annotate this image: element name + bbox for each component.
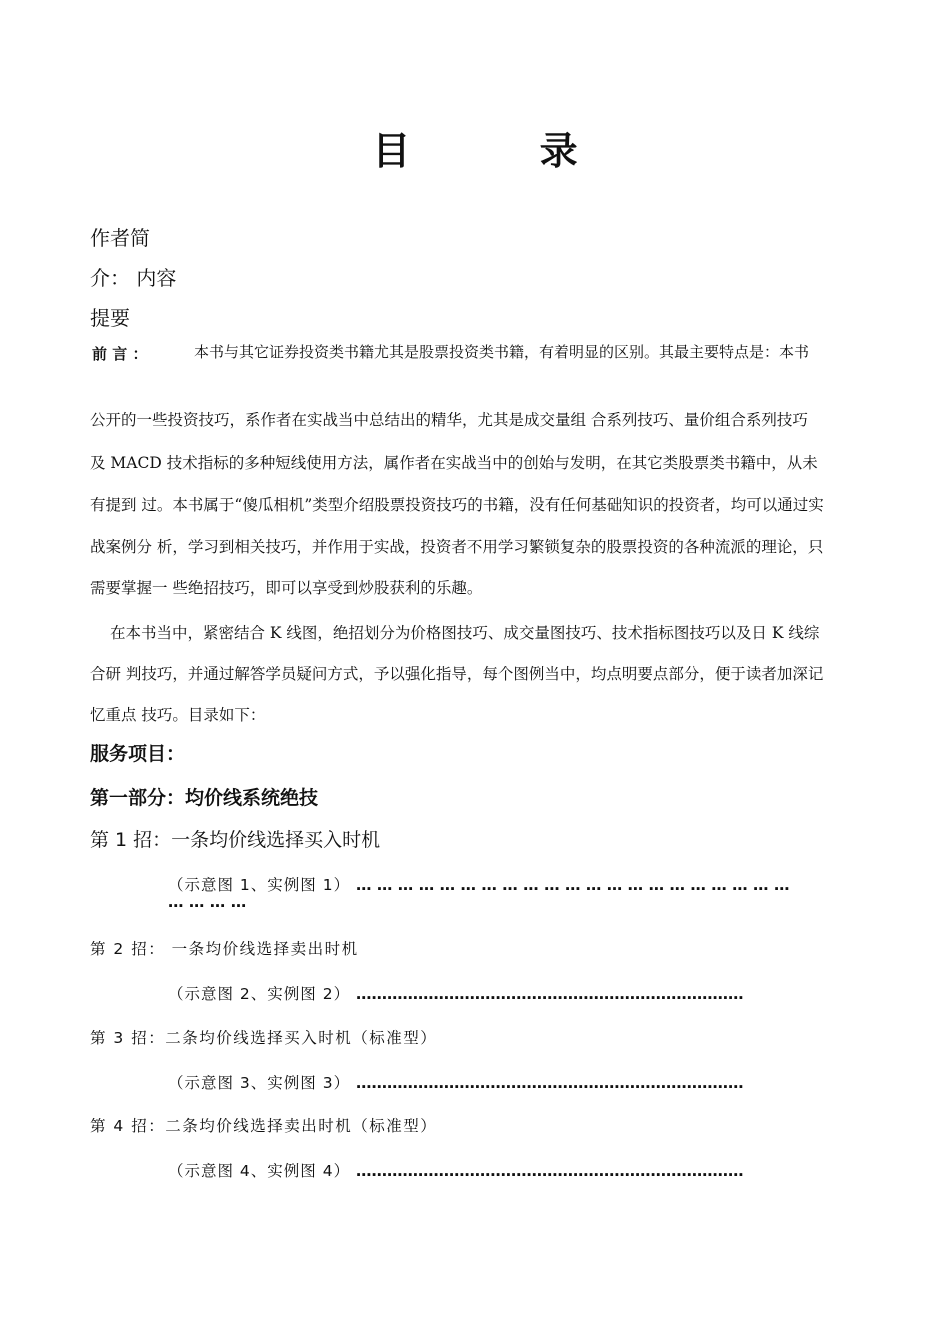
figure-ref-1 [168, 873, 789, 895]
figure-ref-2-leader: ………………………………………………………………… [356, 985, 744, 1003]
figure-ref-3 [168, 1071, 744, 1093]
figure-ref-3-label: （示意图 3、实例图 3） [168, 1074, 351, 1092]
figure-ref-2-label: （示意图 2、实例图 2） [168, 985, 351, 1003]
author-intro-heading-1: 作者简 [90, 226, 150, 250]
figure-ref-4 [168, 1159, 744, 1181]
figure-ref-4-label: （示意图 4、实例图 4） [168, 1162, 351, 1180]
page-title: 目 录 [372, 129, 636, 173]
figure-ref-1-leader-cont: … … … … [168, 893, 247, 911]
paragraph-1-line-1: 公开的一些投资技巧，系作者在实战当中总结出的精华，尤其是成交量组 合系列技巧、量价组合系列技巧 [90, 411, 808, 429]
paragraph-1-line-4: 战案例分 析，学习到相关技巧，并作用于实战，投资者不用学习繁锁复杂的股票投资的各种流派的理论，只 [90, 538, 824, 556]
figure-ref-3-leader: ………………………………………………………………… [356, 1074, 744, 1092]
paragraph-1-line-5: 需要掌握一 些绝招技巧，即可以享受到炒股获利的乐趣。 [90, 579, 483, 597]
move-1-title: 第 1 招：一条均价线选择买入时机 [90, 829, 381, 851]
figure-ref-1-label: （示意图 1、实例图 1） [168, 876, 351, 894]
paragraph-2-line-3: 忆重点 技巧。目录如下： [90, 706, 266, 724]
move-4-title: 第 4 招：二条均价线选择卖出时机（标准型） [90, 1117, 438, 1135]
paragraph-1-line-3: 有提到 过。本书属于“傻瓜相机”类型介绍股票投资技巧的书籍，没有任何基础知识的投资者，均可以通过实 [90, 496, 824, 514]
part-1-heading: 第一部分：均价线系统绝技 [90, 787, 319, 809]
move-3-title: 第 3 招：二条均价线选择买入时机（标准型） [90, 1029, 438, 1047]
paragraph-2-line-1: 在本书当中，紧密结合 K 线图，绝招划分为价格图技巧、成交量图技巧、技术指标图技巧以及日 K 线综 [110, 624, 820, 642]
preface-first-line: 本书与其它证券投资类书籍尤其是股票投资类书籍，有着明显的区别。其最主要特点是：本书 [194, 343, 810, 361]
figure-ref-2 [168, 982, 744, 1004]
summary-heading: 提要 [90, 306, 130, 330]
move-2-title: 第 2 招： 一条均价线选择卖出时机 [90, 940, 359, 958]
paragraph-1-line-2: 及 MACD 技术指标的多种短线使用方法，属作者在实战当中的创始与发明，在其它类股票类书籍中，从未 [90, 454, 818, 472]
preface-label: 前 言 ： [92, 345, 148, 363]
figure-ref-1-leader: … … … … … … … … … … … … … … … … … … … … … [356, 876, 790, 894]
author-intro-heading-2: 介： 内容 [90, 266, 177, 290]
paragraph-2-line-2: 合研 判技巧，并通过解答学员疑问方式，予以强化指导，每个图例当中，均点明要点部分，便于读者加深记 [90, 665, 824, 683]
figure-ref-4-leader: ………………………………………………………………… [356, 1162, 744, 1180]
services-heading: 服务项目： [90, 743, 186, 765]
